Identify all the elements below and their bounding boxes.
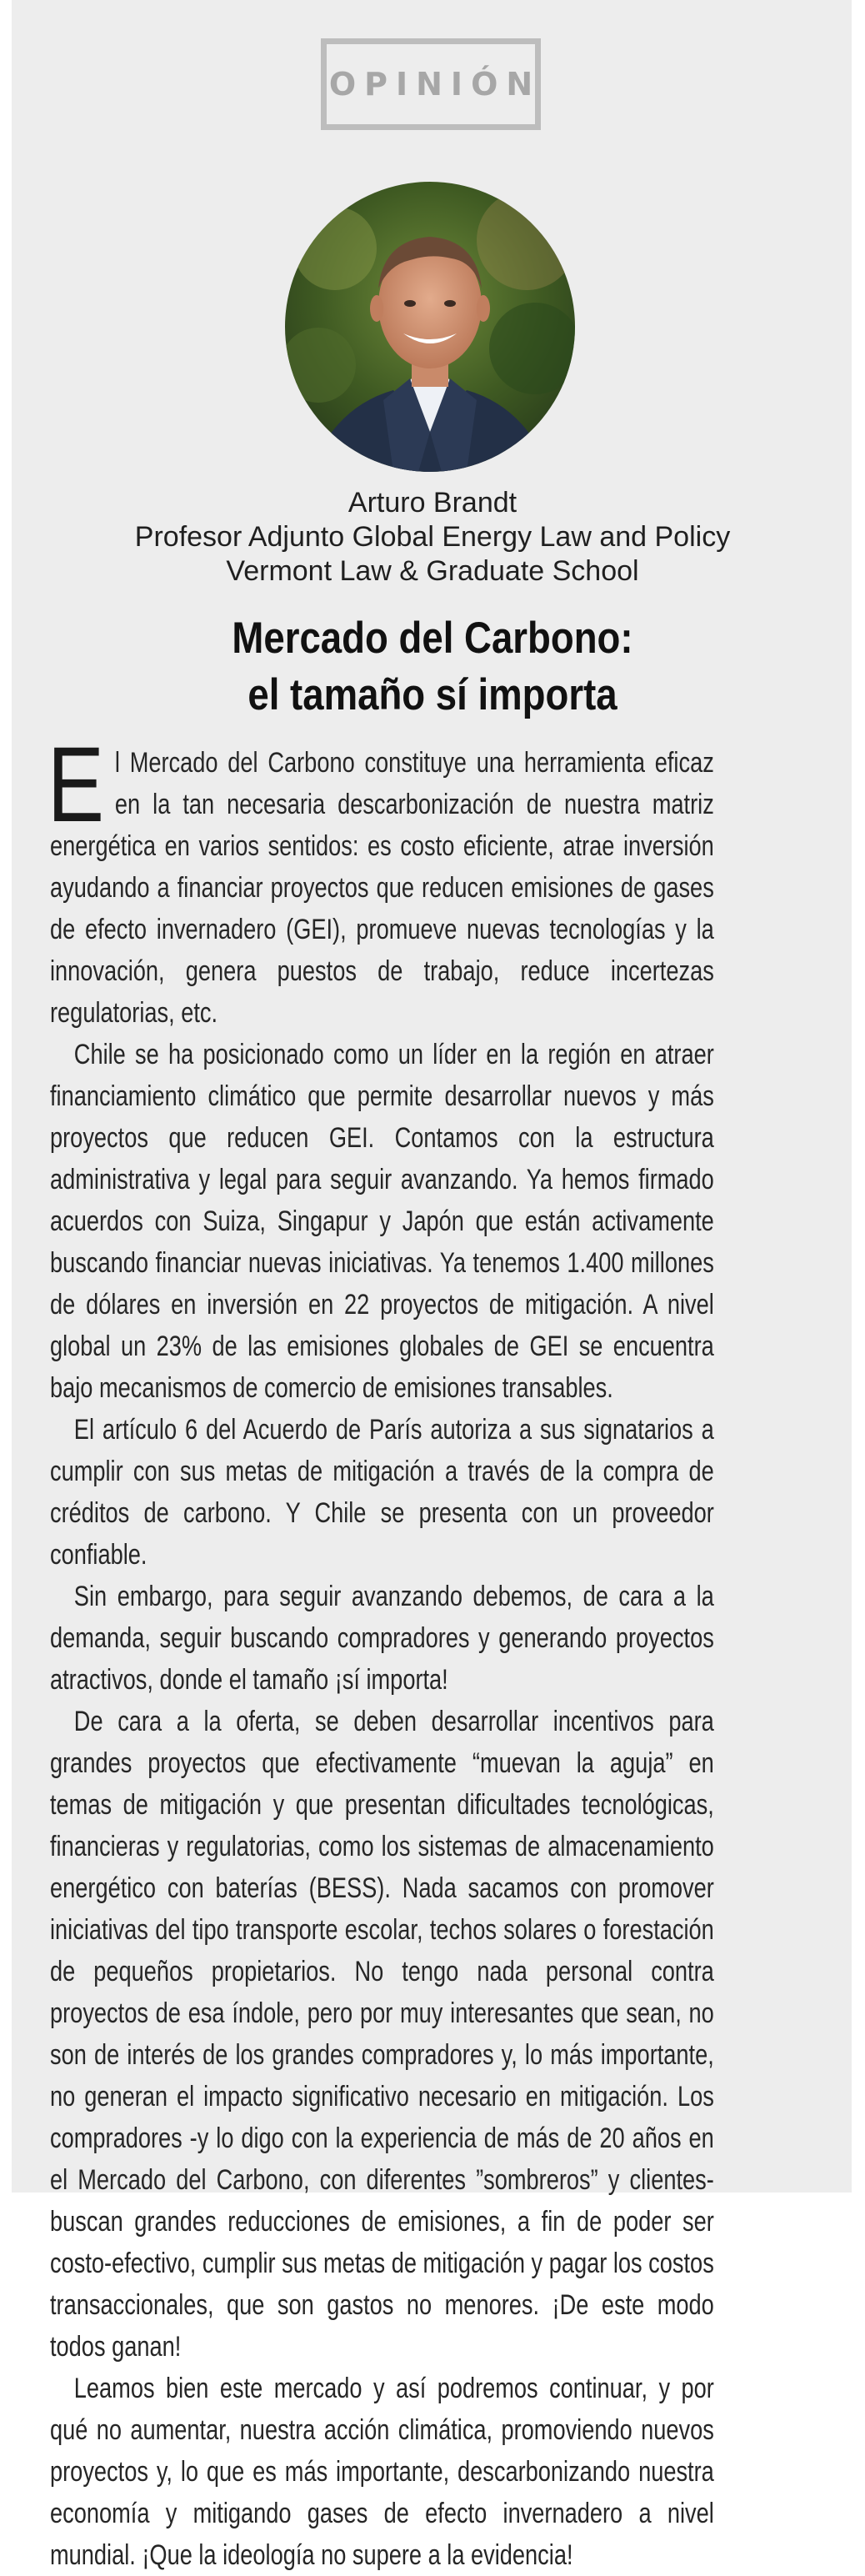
section-label-box (321, 38, 541, 130)
article-paragraph-5: De cara a la oferta, se deben desarrollar incentivos para grandes proyectos que efectivamente “muevan la aguja” en temas de mitigación y que presentan dificultades tecnológicas, financieras y regulatorias, como los sistemas de almacenamiento energético con baterías (BESS). Nada sacamos con promover iniciativas del tipo transporte escolar, techos solares o forestación de pequeños propietarios. No tengo nada personal contra proyectos de esa índole, pero por muy interesantes que sean, no son de interés de los grandes compradores y, lo más importante, no generan el impacto significativo necesario en mitigación. Los compradores -y lo digo con la experiencia de más de 20 años en el Mercado del Carbono, con diferentes ”sombreros” y clientes- buscan grandes reducciones de emisiones, a fin de poder ser costo-efectivo, cumplir sus metas de mitigación y pagar los costos transaccionales, que son gastos no menores. ¡De este modo todos ganan! (50, 1706, 714, 2363)
author-name: Arturo Brandt (348, 487, 518, 519)
author-portrait (285, 182, 575, 472)
paragraph-text: l Mercado del Carbono constituye una herramienta eficaz en la tan necesaria descarbonización de nuestra matriz energética en varios sentidos: es costo eficiente, atrae inversión ayudando a financiar proyectos que reducen emisiones de gases de efecto invernadero (GEI), promueve nuevas tecnologías y la innovación, genera puestos de trabajo, reduce incertezas regulatorias, etc. (50, 747, 714, 1029)
article-paragraph-3: El artículo 6 del Acuerdo de París autoriza a sus signatarios a cumplir con sus metas de mitigación a través de la compra de créditos de carbono. Y Chile se presenta con un proveedor confiable. (50, 1414, 714, 1571)
drop-cap: E (47, 725, 105, 844)
headline-line-1: Mercado del Carbono: (232, 614, 633, 663)
headline-line-2: el tamaño sí importa (248, 670, 618, 719)
author-title: Profesor Adjunto Global Energy Law and Policy (134, 521, 731, 553)
article-paragraph-1 (47, 725, 714, 1034)
article-paragraph-4: Sin embargo, para seguir avanzando debemos, de cara a la demanda, seguir buscando compradores y generando proyectos atractivos, donde el tamaño ¡sí importa! (50, 1581, 714, 1696)
article-paragraph-2: Chile se ha posicionado como un líder en la región en atraer financiamiento climático que permite desarrollar nuevos y más proyectos que reducen GEI. Contamos con la estructura administrativa y legal para seguir avanzando. Ya hemos firmado acuerdos con Suiza, Singapur y Japón que están activamente buscando financiar nuevas iniciativas. Ya tenemos 1.400 millones de dólares en inversión en 22 proyectos de mitigación. A nivel global un 23% de las emisiones globales de GEI se encuentra bajo mecanismos de comercio de emisiones transables. (50, 1039, 714, 1404)
section-label: OPINIÓN (328, 66, 542, 103)
article-paragraph-6: Leamos bien este mercado y así podremos continuar, y por qué no aumentar, nuestra acción climática, promoviendo nuevos proyectos y, lo que es más importante, descarbonizando nuestra economía y mitigando gases de efecto invernadero a nivel mundial. ¡Que la ideología no supere a la evidencia! (50, 2373, 714, 2571)
author-affiliation: Vermont Law & Graduate School (226, 555, 639, 587)
article-body (47, 725, 714, 2576)
